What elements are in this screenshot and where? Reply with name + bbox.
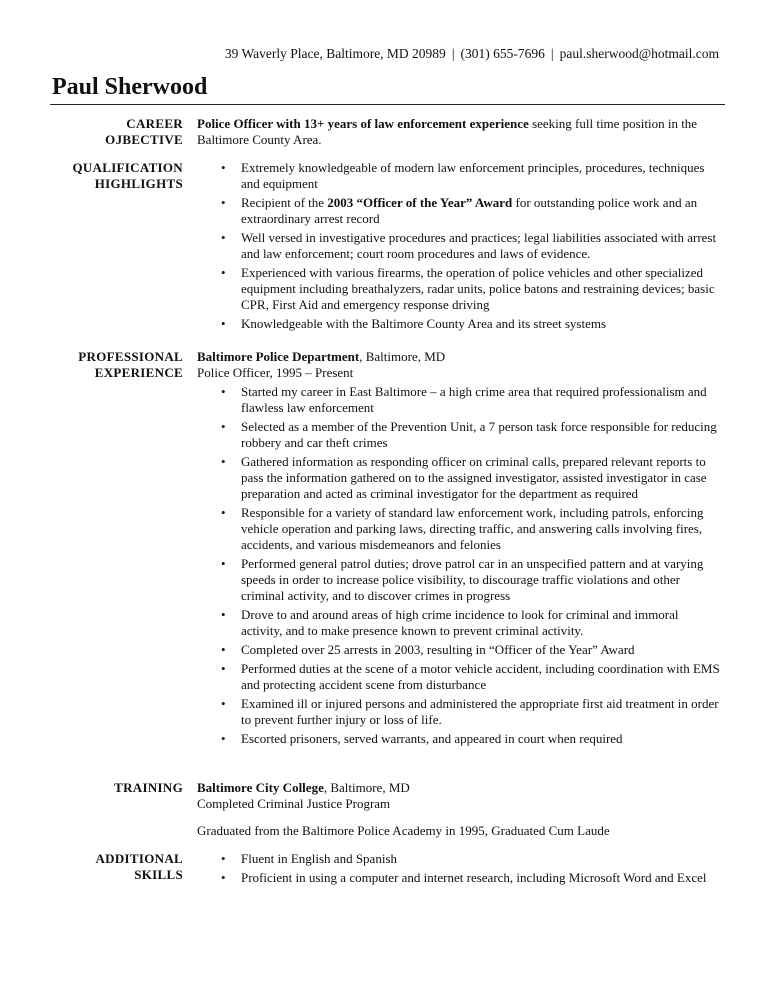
program-text: Completed Criminal Justice Program — [197, 796, 391, 811]
bullet-icon: • — [221, 454, 226, 469]
list-item — [197, 505, 722, 553]
label-line: ADDITIONAL — [95, 851, 183, 866]
objective-highlight: Police Officer with 13+ years of law enforcement experience — [197, 116, 529, 131]
item-text: Recipient of the — [241, 195, 328, 210]
label-line: HIGHLIGHTS — [94, 176, 183, 191]
training-content — [197, 780, 722, 839]
label-line: SKILLS — [134, 867, 183, 882]
training-label: TRAINING — [114, 780, 183, 795]
label-line: EXPERIENCE — [94, 365, 183, 380]
address: 39 Waverly Place, Baltimore, MD 20989 — [224, 46, 446, 61]
list-item — [197, 419, 722, 451]
bullet-icon: • — [221, 160, 226, 175]
bullet-icon: • — [221, 316, 226, 331]
objective-label — [40, 116, 183, 148]
list-item — [197, 556, 722, 604]
school-name: Baltimore City College — [197, 780, 324, 795]
item-text: Experienced with various firearms, the operation of police vehicles and other specialized equipment including breathalyzers, radar units, police batons and restraining devices; basic CPR, First Aid and emergency response driving — [241, 265, 715, 312]
qualifications-content — [197, 160, 722, 335]
experience-label — [40, 349, 183, 381]
employer-location: , Baltimore, MD — [359, 349, 446, 364]
list-item — [197, 454, 722, 502]
item-text: Escorted prisoners, served warrants, and appeared in court when required — [241, 731, 623, 746]
bullet-icon: • — [221, 870, 226, 885]
contact-line — [225, 46, 719, 62]
item-text: Well versed in investigative procedures and practices; legal liabilities associated with arrest and law enforcement; court room procedures and laws of evidence. — [241, 230, 717, 261]
bullet-icon: • — [221, 731, 226, 746]
list-item — [197, 851, 722, 867]
list-item — [197, 230, 722, 262]
label-line: OJBECTIVE — [105, 132, 183, 147]
academy-text: Graduated from the Baltimore Police Academy in 1995, Graduated Cum Laude — [197, 823, 610, 838]
email: paul.sherwood@hotmail.com — [559, 46, 719, 61]
list-item — [197, 731, 722, 747]
list-item — [197, 384, 722, 416]
list-item — [197, 642, 722, 658]
bullet-icon: • — [221, 607, 226, 622]
item-text: Selected as a member of the Prevention Unit, a 7 person task force responsible for reducing robbery and car theft crimes — [241, 419, 717, 450]
list-item — [197, 696, 722, 728]
bullet-icon: • — [221, 851, 226, 866]
label-line: CAREER — [126, 116, 183, 131]
phone: (301) 655-7696 — [460, 46, 545, 61]
experience-list — [197, 384, 722, 747]
candidate-name: Paul Sherwood — [52, 74, 208, 100]
bullet-icon: • — [221, 505, 226, 520]
bullet-icon: • — [221, 265, 226, 280]
item-text: Performed general patrol duties; drove patrol car in an unspecified pattern and at varying speeds in order to increase police visibility, to discourage traffic violations and other criminal activity, and to discover crimes in progress — [241, 556, 704, 603]
objective-content — [197, 116, 722, 148]
award-name: 2003 “Officer of the Year” Award — [327, 195, 513, 210]
item-text: Proficient in using a computer and internet research, including Microsoft Word and Excel — [241, 870, 707, 885]
separator: | — [451, 46, 455, 61]
list-item — [197, 870, 722, 886]
bullet-icon: • — [221, 696, 226, 711]
separator: | — [550, 46, 554, 61]
bullet-icon: • — [221, 384, 226, 399]
label-line: PROFESSIONAL — [78, 349, 183, 364]
item-text: Performed duties at the scene of a motor vehicle accident, including coordination with EMS and protecting accident scene from disturbance — [241, 661, 720, 692]
item-text: Drove to and around areas of high crime incidence to look for criminal and immoral activity, and to make presence known to prevent criminal activity. — [241, 607, 679, 638]
item-text: for outstanding police work and an extraordinary arrest record — [241, 195, 698, 226]
item-text: Started my career in East Baltimore – a high crime area that required professionalism and flawless law enforcement — [241, 384, 707, 415]
bullet-icon: • — [221, 556, 226, 571]
list-item — [197, 661, 722, 693]
list-item — [197, 195, 722, 227]
list-item — [197, 607, 722, 639]
item-text: Knowledgeable with the Baltimore County Area and its street systems — [241, 316, 607, 331]
objective-text: seeking full time position in the Baltimore County Area. — [197, 116, 698, 147]
skills-content — [197, 851, 722, 889]
qualifications-label — [40, 160, 183, 192]
list-item — [197, 316, 722, 332]
qualifications-list — [197, 160, 722, 332]
list-item — [197, 265, 722, 313]
item-text: Gathered information as responding officer on criminal calls, prepared relevant reports to pass the information gathered on to the assigned investigator, assisted investigator in case preparation and acted as criminal investigator for the department as required — [241, 454, 707, 501]
item-text: Extremely knowledgeable of modern law enforcement principles, procedures, techniques and equipment — [241, 160, 705, 191]
bullet-icon: • — [221, 230, 226, 245]
bullet-icon: • — [221, 419, 226, 434]
school-location: , Baltimore, MD — [323, 780, 410, 795]
header-rule — [50, 104, 725, 105]
employer-name: Baltimore Police Department — [197, 349, 360, 364]
item-text: Responsible for a variety of standard law enforcement work, including patrols, enforcing vehicle operation and parking laws, directing traffic, and answering calls involving fires, accidents, and various misdemeanors and felonies — [241, 505, 704, 552]
skills-label — [40, 851, 183, 883]
skills-list — [197, 851, 722, 886]
experience-content — [197, 349, 722, 750]
bullet-icon: • — [221, 661, 226, 676]
position-title: Police Officer, 1995 – Present — [197, 365, 354, 380]
bullet-icon: • — [221, 195, 226, 210]
label-line: QUALIFICATION — [72, 160, 183, 175]
item-text: Examined ill or injured persons and administered the appropriate first aid treatment in order to prevent further injury or loss of life. — [241, 696, 719, 727]
item-text: Completed over 25 arrests in 2003, resulting in “Officer of the Year” Award — [241, 642, 635, 657]
item-text: Fluent in English and Spanish — [241, 851, 397, 866]
bullet-icon: • — [221, 642, 226, 657]
list-item — [197, 160, 722, 192]
